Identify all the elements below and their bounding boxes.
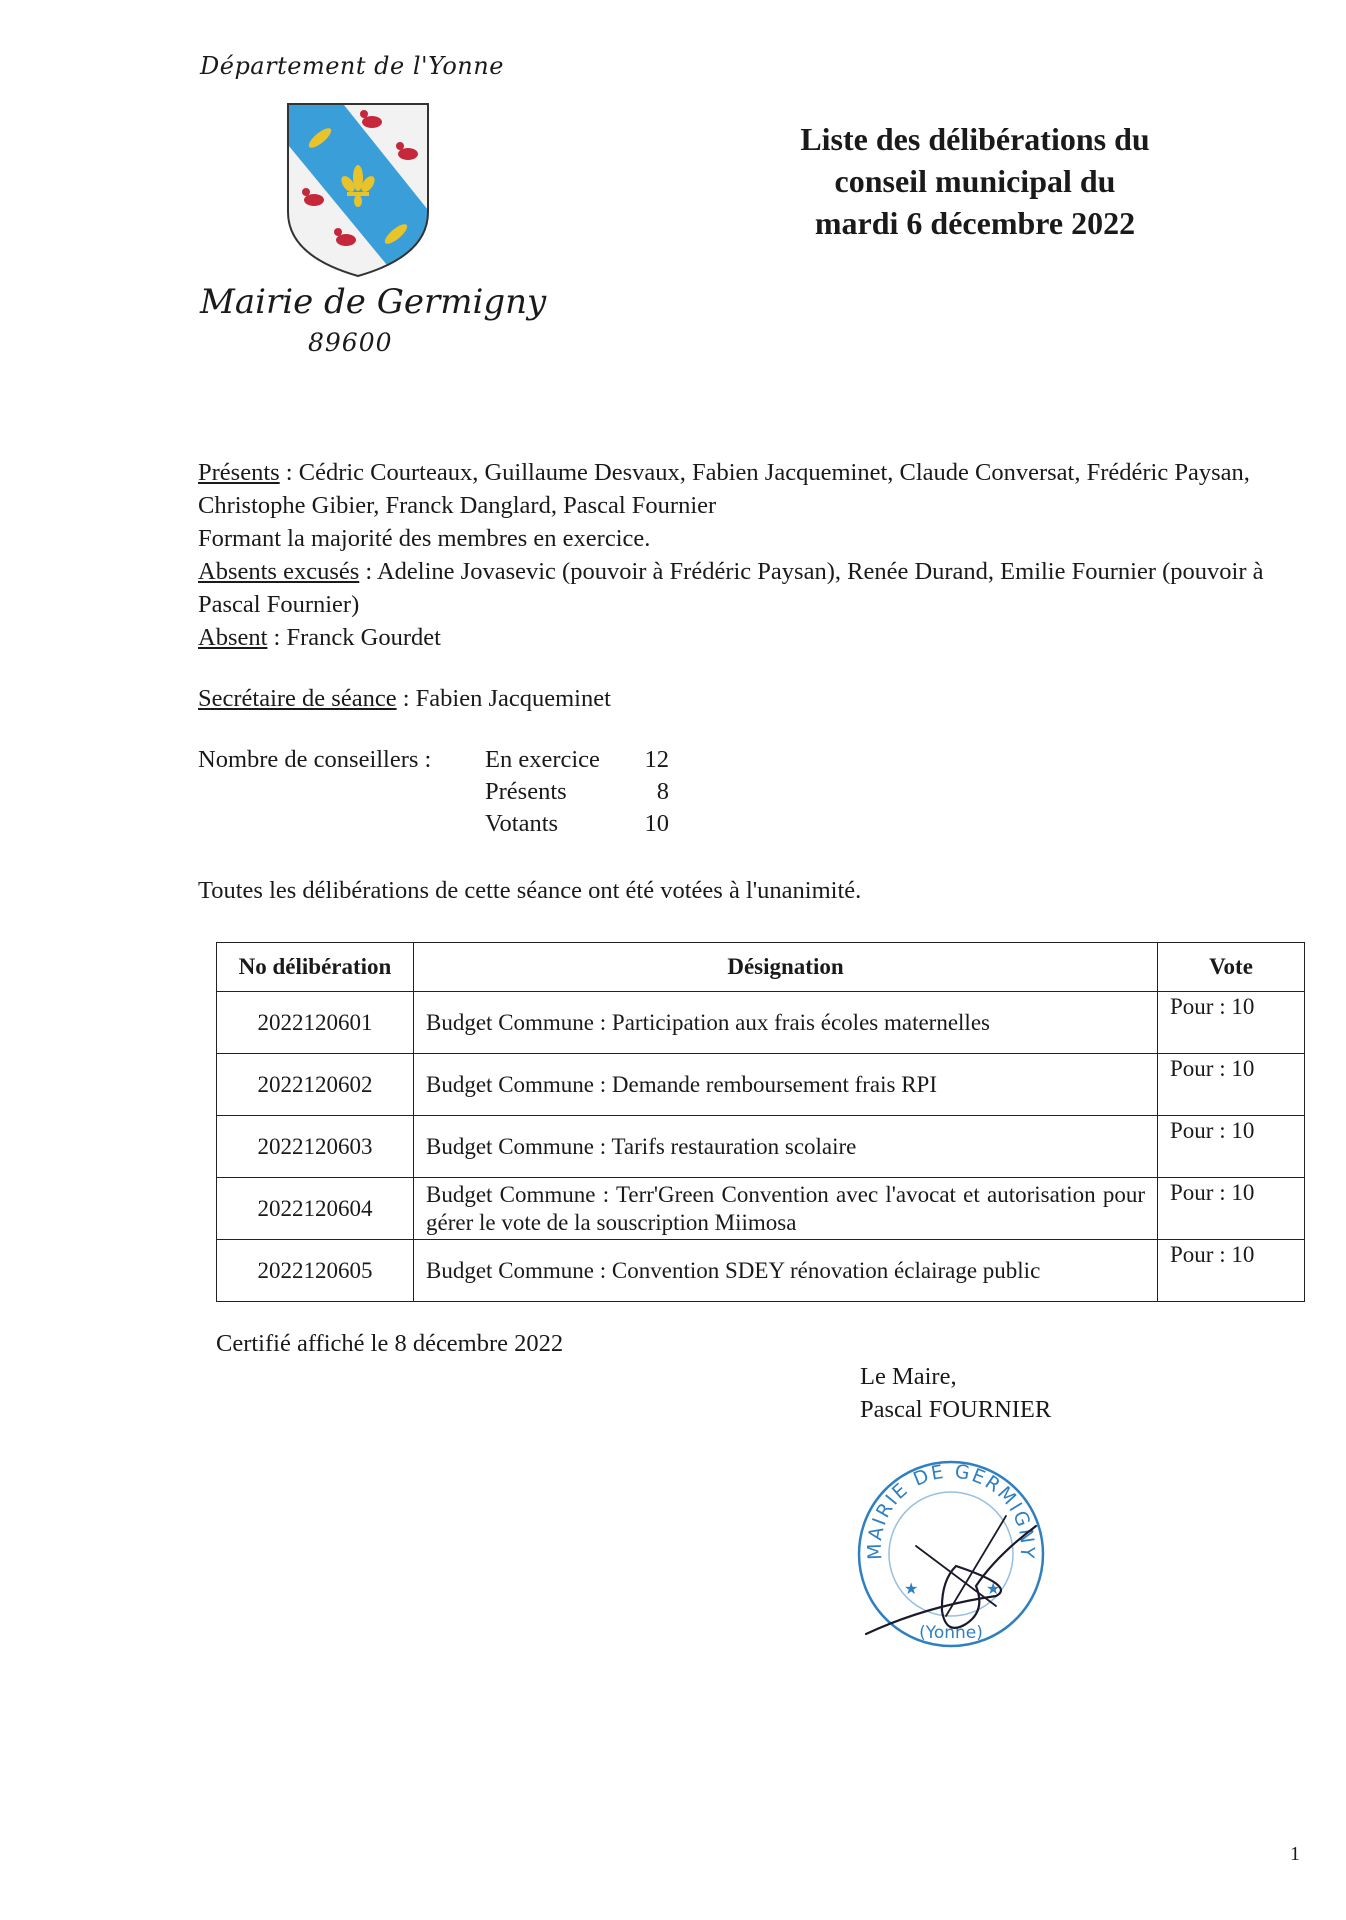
deliberation-vote: Pour : 10: [1158, 1054, 1305, 1116]
secretary-line: Secrétaire de séance : Fabien Jacqueminet: [198, 685, 611, 712]
table-row: [217, 992, 1305, 1054]
postal-code: 89600: [308, 328, 393, 357]
title-line-1: Liste des délibérations du: [800, 121, 1150, 157]
table-header-row: [217, 943, 1305, 992]
attendance-section: [198, 456, 1308, 654]
document-title: [740, 118, 1210, 244]
svg-text:★: ★: [904, 1579, 919, 1598]
table-row: [217, 1116, 1305, 1178]
majority-line: Formant la majorité des membres en exercice.: [198, 525, 651, 552]
presents-label: Présents: [198, 459, 280, 486]
table-row: [217, 1240, 1305, 1302]
title-line-2: conseil municipal du: [834, 163, 1116, 199]
deliberation-vote: Pour : 10: [1158, 1178, 1305, 1240]
count-value: 12: [644, 746, 669, 773]
signer-name: Pascal FOURNIER: [860, 1396, 1052, 1423]
deliberation-designation: Budget Commune : Tarifs restauration scolaire: [414, 1116, 1158, 1178]
deliberation-vote: Pour : 10: [1158, 992, 1305, 1054]
count-key: En exercice: [485, 746, 600, 773]
counts-label: Nombre de conseillers :: [198, 746, 432, 773]
stamp-subtext: (Yonne): [919, 1623, 983, 1643]
deliberations-table: [216, 942, 1305, 1302]
presents-list: Cédric Courteaux, Guillaume Desvaux, Fabien Jacqueminet, Claude Conversat, Frédéric Paysan, Christophe Gibier, Franck Danglard, Pascal Fournier: [198, 459, 1250, 519]
excuses-label: Absents excusés: [198, 558, 360, 585]
presents-paragraph: Présents : Cédric Courteaux, Guillaume Desvaux, Fabien Jacqueminet, Claude Conversat, Frédéric Paysan, Christophe Gibier, Franck Danglard, Pascal Fournier: [198, 459, 1250, 519]
deliberation-vote: Pour : 10: [1158, 1116, 1305, 1178]
table-row: [217, 1054, 1305, 1116]
mairie-name: Mairie de Germigny: [200, 282, 547, 322]
deliberation-number: 2022120605: [217, 1240, 414, 1302]
deliberation-designation: Budget Commune : Terr'Green Convention avec l'avocat et autorisation pour gérer le vote de la souscription Miimosa: [414, 1178, 1158, 1240]
signature-block: [860, 1360, 1051, 1426]
count-key: Votants: [485, 810, 559, 837]
counts-section: [198, 746, 669, 842]
unanimity-statement: Toutes les délibérations de cette séance ont été votées à l'unanimité.: [198, 877, 862, 904]
count-key: Présents: [485, 778, 567, 805]
secretary-name: Fabien Jacqueminet: [415, 685, 611, 712]
absent-paragraph: Absent : Franck Gourdet: [198, 624, 441, 651]
count-value: 8: [656, 778, 669, 805]
absent-label: Absent: [198, 624, 268, 651]
mairie-stamp-seal: [846, 1446, 1056, 1656]
secretary-label: Secrétaire de séance: [198, 685, 397, 712]
coat-of-arms-logo: [284, 100, 432, 280]
header-vote: Vote: [1158, 943, 1305, 992]
stamp-text: MAIRIE DE GERMIGNY: [863, 1460, 1039, 1561]
excuses-list: Adeline Jovasevic (pouvoir à Frédéric Paysan), Renée Durand, Emilie Fournier (pouvoir à Pascal Fournier): [198, 558, 1264, 618]
department-label: Département de l'Yonne: [200, 52, 504, 80]
absent-name: Franck Gourdet: [286, 624, 441, 651]
header-designation: Désignation: [414, 943, 1158, 992]
title-line-3: mardi 6 décembre 2022: [814, 205, 1136, 241]
header-number: No délibération: [217, 943, 414, 992]
deliberation-designation: Budget Commune : Demande remboursement frais RPI: [414, 1054, 1158, 1116]
deliberation-vote: Pour : 10: [1158, 1240, 1305, 1302]
page-number: 1: [1290, 1843, 1300, 1865]
deliberation-designation: Budget Commune : Convention SDEY rénovation éclairage public: [414, 1240, 1158, 1302]
deliberation-number: 2022120602: [217, 1054, 414, 1116]
count-value: 10: [644, 810, 669, 837]
excuses-paragraph: Absents excusés : Adeline Jovasevic (pouvoir à Frédéric Paysan), Renée Durand, Emilie Fournier (pouvoir à Pascal Fournier): [198, 558, 1264, 618]
deliberation-number: 2022120601: [217, 992, 414, 1054]
signer-title: Le Maire,: [860, 1363, 957, 1390]
deliberation-number: 2022120603: [217, 1116, 414, 1178]
svg-text:★: ★: [986, 1579, 1001, 1598]
deliberation-designation: Budget Commune : Participation aux frais écoles maternelles: [414, 992, 1158, 1054]
table-row: [217, 1178, 1305, 1240]
certified-posting: Certifié affiché le 8 décembre 2022: [216, 1330, 564, 1357]
deliberation-number: 2022120604: [217, 1178, 414, 1240]
